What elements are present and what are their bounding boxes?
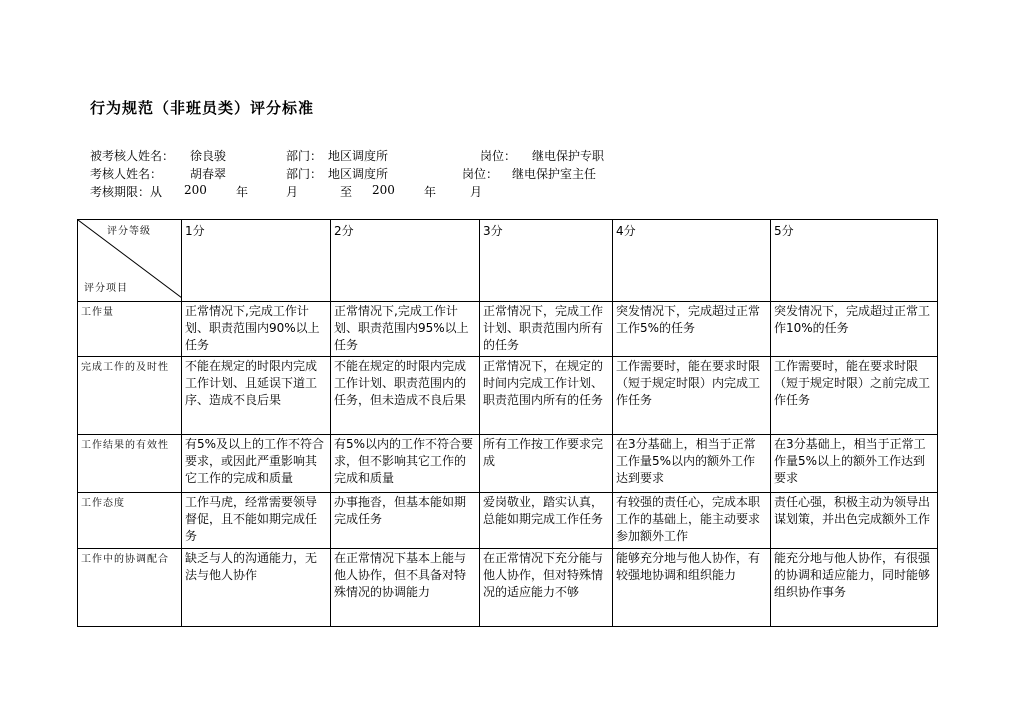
criterion-cell: 工作态度 [78, 493, 182, 549]
evaluatee-name: 徐良骏 [190, 149, 227, 163]
table-row [78, 549, 938, 627]
table-cell: 正常情况下,完成工作计划、职责范围内95%以上任务 [331, 302, 480, 357]
table-cell: 突发情况下，完成超过正常工作10%的任务 [771, 302, 938, 357]
table-cell: 工作马虎，经常需要领导督促，且不能如期完成任务 [182, 493, 331, 549]
table-cell: 在3分基础上，相当于正常工作量5%以上的额外工作达到要求 [771, 435, 938, 493]
evaluator-name: 胡春翠 [190, 167, 227, 181]
period-end-year: 200 [372, 183, 395, 197]
post-value: 继电保护专职 [532, 149, 605, 163]
page-title: 行为规范（非班员类）评分标准 [90, 99, 315, 117]
post-label: 岗位： [462, 167, 499, 181]
table-cell: 不能在规定的时限内完成工作计划、且延误下道工序、造成不良后果 [182, 357, 331, 435]
score-header: 5分 [771, 220, 938, 302]
table-cell: 缺乏与人的沟通能力，无法与他人协作 [182, 549, 331, 627]
table-cell: 责任心强，积极主动为领导出谋划策，并出色完成额外工作 [771, 493, 938, 549]
criterion-cell: 工作量 [78, 302, 182, 357]
table-cell: 有较强的责任心，完成本职工作的基础上，能主动要求参加额外工作 [613, 493, 771, 549]
criterion-cell: 完成工作的及时性 [78, 357, 182, 435]
period-end-month-unit: 月 [470, 185, 483, 199]
score-header: 4分 [613, 220, 771, 302]
criterion-cell: 工作中的协调配合 [78, 549, 182, 627]
period-to: 至 [340, 185, 353, 199]
dept-value: 地区调度所 [328, 149, 389, 163]
table-cell: 在正常情况下基本上能与他人协作，但不具备对特殊情况的协调能力 [331, 549, 480, 627]
period-label: 考核期限：从 [90, 185, 163, 199]
corner-header-cell [78, 220, 182, 302]
table-cell: 正常情况下,完成工作计划、职责范围内90%以上任务 [182, 302, 331, 357]
table-header-row [78, 220, 938, 302]
dept-label: 部门： [286, 149, 323, 163]
period-start-month-unit: 月 [286, 185, 299, 199]
table-cell: 工作需要时，能在要求时限（短于规定时限）内完成工作任务 [613, 357, 771, 435]
table-cell: 工作需要时，能在要求时限（短于规定时限）之前完成工作任务 [771, 357, 938, 435]
period-start-year-unit: 年 [236, 185, 249, 199]
post-value: 继电保护室主任 [512, 167, 597, 181]
table-cell: 不能在规定的时限内完成工作计划、职责范围内的任务，但未造成不良后果 [331, 357, 480, 435]
table-row [78, 302, 938, 357]
table-cell: 能充分地与他人协作，有很强的协调和适应能力，同时能够组织协作事务 [771, 549, 938, 627]
table-cell: 能够充分地与他人协作，有较强地协调和组织能力 [613, 549, 771, 627]
evaluatee-label: 被考核人姓名： [90, 149, 175, 163]
table-row [78, 493, 938, 549]
scoring-table [77, 219, 938, 627]
table-cell: 正常情况下，在规定的时间内完成工作计划、职责范围内所有的任务 [480, 357, 613, 435]
table-cell: 办事拖沓，但基本能如期完成任务 [331, 493, 480, 549]
period-end-year-unit: 年 [424, 185, 437, 199]
post-label: 岗位： [480, 149, 517, 163]
table-row [78, 435, 938, 493]
score-header: 1分 [182, 220, 331, 302]
table-cell: 有5%以内的工作不符合要求，但不影响其它工作的完成和质量 [331, 435, 480, 493]
table-row [78, 357, 938, 435]
score-header: 2分 [331, 220, 480, 302]
table-cell: 爱岗敬业，踏实认真，总能如期完成工作任务 [480, 493, 613, 549]
table-cell: 在3分基础上，相当于正常工作量5%以内的额外工作达到要求 [613, 435, 771, 493]
evaluator-label: 考核人姓名： [90, 167, 163, 181]
period-start-year: 200 [184, 183, 207, 197]
table-cell: 所有工作按工作要求完成 [480, 435, 613, 493]
score-header: 3分 [480, 220, 613, 302]
table-cell: 正常情况下，完成工作计划、职责范围内所有的任务 [480, 302, 613, 357]
table-cell: 在正常情况下充分能与他人协作，但对特殊情况的适应能力不够 [480, 549, 613, 627]
dept-value: 地区调度所 [328, 167, 389, 181]
criterion-cell: 工作结果的有效性 [78, 435, 182, 493]
table-cell: 有5%及以上的工作不符合要求，或因此严重影响其它工作的完成和质量 [182, 435, 331, 493]
dept-label: 部门： [286, 167, 323, 181]
score-level-label: 评分等级 [107, 226, 151, 237]
table-cell: 突发情况下，完成超过正常工作5%的任务 [613, 302, 771, 357]
criterion-label: 评分项目 [84, 283, 128, 294]
